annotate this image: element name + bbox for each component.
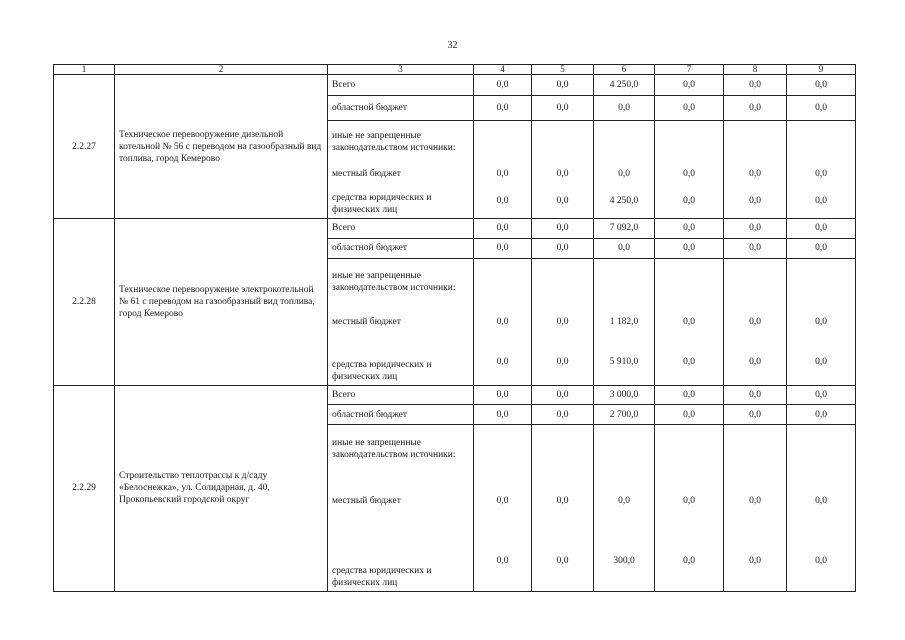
source-label: местный бюджет	[328, 305, 474, 339]
value-cell: 0,0	[787, 75, 856, 96]
value-cell: 0,0	[532, 531, 594, 592]
source-label: областной бюджет	[328, 238, 474, 258]
value-cell: 0,0	[474, 185, 532, 219]
value-cell: 0,0	[724, 238, 787, 258]
budget-table	[53, 64, 856, 592]
value-cell-empty	[787, 425, 856, 472]
column-header: 1	[54, 65, 115, 75]
value-cell: 0,0	[474, 238, 532, 258]
value-cell: 0,0	[787, 405, 856, 425]
value-cell: 0,0	[787, 163, 856, 185]
column-header: 5	[532, 65, 594, 75]
value-cell: 0,0	[532, 185, 594, 219]
value-cell: 0,0	[787, 339, 856, 385]
value-cell: 0,0	[474, 339, 532, 385]
value-cell: 4 250,0	[594, 75, 655, 96]
value-cell: 0,0	[532, 163, 594, 185]
value-cell: 0,0	[724, 472, 787, 531]
table-row	[54, 75, 856, 96]
source-label: местный бюджет	[328, 163, 474, 185]
value-cell-empty	[787, 120, 856, 163]
column-header: 6	[594, 65, 655, 75]
value-cell: 0,0	[532, 75, 594, 96]
value-cell: 0,0	[724, 305, 787, 339]
value-cell: 0,0	[787, 472, 856, 531]
value-cell: 0,0	[532, 385, 594, 405]
value-cell: 0,0	[532, 238, 594, 258]
value-cell: 0,0	[655, 163, 724, 185]
value-cell: 0,0	[532, 305, 594, 339]
value-cell: 5 910,0	[594, 339, 655, 385]
source-label: Всего	[328, 385, 474, 405]
page-number: 32	[447, 40, 458, 51]
value-cell-empty	[655, 425, 724, 472]
source-label: средства юридических и физических лиц	[328, 185, 474, 219]
value-cell: 0,0	[594, 96, 655, 120]
source-label: местный бюджет	[328, 472, 474, 531]
value-cell: 0,0	[474, 472, 532, 531]
value-cell: 1 182,0	[594, 305, 655, 339]
value-cell: 0,0	[532, 472, 594, 531]
value-cell: 0,0	[655, 385, 724, 405]
row-name: Техническое перевооружение дизельной котельной № 56 с переводом на газообразный вид топлива, город Кемерово	[115, 75, 328, 219]
other-sources-label: иные не запрещенные законодательством источники:	[328, 258, 474, 305]
value-cell: 0,0	[474, 385, 532, 405]
value-cell: 4 250,0	[594, 185, 655, 219]
value-cell: 2 700,0	[594, 405, 655, 425]
source-label: средства юридических и физических лиц	[328, 339, 474, 385]
value-cell: 0,0	[474, 305, 532, 339]
value-cell: 0,0	[655, 305, 724, 339]
value-cell: 0,0	[724, 163, 787, 185]
value-cell: 0,0	[655, 75, 724, 96]
value-cell: 0,0	[724, 531, 787, 592]
value-cell: 0,0	[787, 185, 856, 219]
value-cell-empty	[724, 258, 787, 305]
column-header: 3	[328, 65, 474, 75]
source-label: Всего	[328, 75, 474, 96]
value-cell-empty	[724, 120, 787, 163]
value-cell: 0,0	[655, 339, 724, 385]
value-cell: 3 000,0	[594, 385, 655, 405]
value-cell: 0,0	[724, 385, 787, 405]
column-header: 9	[787, 65, 856, 75]
table-row	[54, 218, 856, 238]
value-cell: 0,0	[594, 238, 655, 258]
column-header: 8	[724, 65, 787, 75]
value-cell: 300,0	[594, 531, 655, 592]
column-header: 4	[474, 65, 532, 75]
value-cell-empty	[655, 258, 724, 305]
value-cell-empty	[532, 120, 594, 163]
value-cell: 0,0	[655, 238, 724, 258]
row-code: 2.2.27	[54, 75, 115, 219]
value-cell: 0,0	[655, 472, 724, 531]
other-sources-label: иные не запрещенные законодательством источники:	[328, 425, 474, 472]
value-cell: 0,0	[474, 96, 532, 120]
value-cell: 0,0	[655, 531, 724, 592]
value-cell: 0,0	[655, 405, 724, 425]
row-code: 2.2.28	[54, 218, 115, 385]
value-cell: 0,0	[787, 305, 856, 339]
column-number-row	[54, 65, 856, 75]
value-cell-empty	[655, 120, 724, 163]
value-cell-empty	[532, 258, 594, 305]
value-cell: 0,0	[474, 218, 532, 238]
value-cell-empty	[474, 258, 532, 305]
value-cell: 0,0	[655, 218, 724, 238]
value-cell: 0,0	[787, 238, 856, 258]
value-cell: 0,0	[787, 96, 856, 120]
value-cell-empty	[532, 425, 594, 472]
source-label: Всего	[328, 218, 474, 238]
value-cell: 0,0	[724, 185, 787, 219]
value-cell-empty	[474, 425, 532, 472]
value-cell: 0,0	[532, 339, 594, 385]
value-cell: 0,0	[655, 185, 724, 219]
row-name: Техническое перевооружение электрокотельной № 61 с переводом на газообразный вид топлива, город Кемерово	[115, 218, 328, 385]
value-cell: 0,0	[724, 96, 787, 120]
value-cell: 0,0	[787, 385, 856, 405]
value-cell: 0,0	[787, 531, 856, 592]
source-label: средства юридических и физических лиц	[328, 531, 474, 592]
value-cell: 0,0	[724, 405, 787, 425]
value-cell-empty	[787, 258, 856, 305]
value-cell: 0,0	[474, 531, 532, 592]
table-row	[54, 385, 856, 405]
value-cell: 0,0	[594, 472, 655, 531]
source-label: областной бюджет	[328, 405, 474, 425]
value-cell: 0,0	[532, 218, 594, 238]
value-cell-empty	[594, 425, 655, 472]
other-sources-label: иные не запрещенные законодательством источники:	[328, 120, 474, 163]
value-cell: 0,0	[655, 96, 724, 120]
source-label: областной бюджет	[328, 96, 474, 120]
value-cell: 0,0	[787, 218, 856, 238]
column-header: 7	[655, 65, 724, 75]
value-cell: 0,0	[532, 96, 594, 120]
value-cell: 0,0	[532, 405, 594, 425]
row-name: Строительство теплотрассы к д/саду «Белоснежка», ул. Солидарная, д. 40, Прокопьевский городской округ	[115, 385, 328, 591]
value-cell: 7 092,0	[594, 218, 655, 238]
value-cell-empty	[594, 120, 655, 163]
value-cell-empty	[594, 258, 655, 305]
value-cell: 0,0	[724, 218, 787, 238]
value-cell: 0,0	[594, 163, 655, 185]
row-code: 2.2.29	[54, 385, 115, 591]
value-cell: 0,0	[474, 75, 532, 96]
value-cell: 0,0	[724, 339, 787, 385]
value-cell-empty	[724, 425, 787, 472]
value-cell: 0,0	[474, 163, 532, 185]
value-cell: 0,0	[724, 75, 787, 96]
value-cell: 0,0	[474, 405, 532, 425]
value-cell-empty	[474, 120, 532, 163]
column-header: 2	[115, 65, 328, 75]
